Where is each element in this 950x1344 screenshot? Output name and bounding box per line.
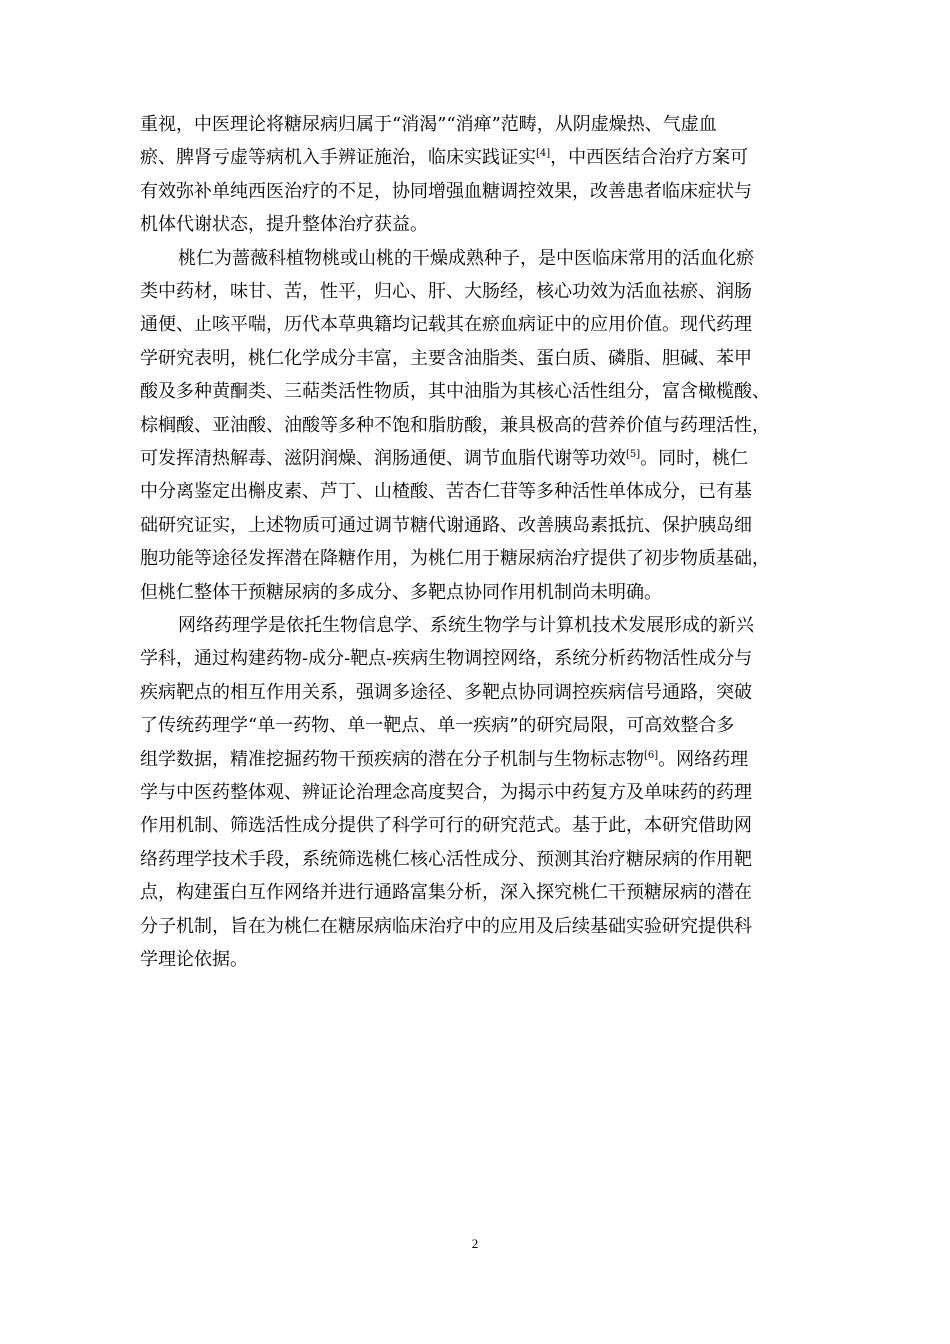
text-run: 重视，中医理论将糖尿病归属于“消渴”“消瘅”范畴，从阴虚燥热、气虚血 bbox=[140, 114, 717, 135]
text-line bbox=[140, 647, 752, 671]
text-line bbox=[140, 881, 752, 905]
text-run: 络药理学技术手段，系统筛选桃仁核心活性成分、预测其治疗糖尿病的作用靶 bbox=[140, 848, 752, 870]
text-line bbox=[140, 180, 752, 204]
text-line bbox=[140, 814, 752, 838]
text-run: 机体代谢状态，提升整体治疗获益。 bbox=[140, 214, 428, 236]
text-run: 有效弥补单纯西医治疗的不足，协同增强血糖调控效果，改善患者临床症状与 bbox=[140, 180, 752, 202]
text-run: 组学数据，精准挖掘药物干预疾病的潜在分子机制与生物标志物 bbox=[140, 748, 644, 770]
text-run: 酸及多种黄酮类、三萜类活性物质，其中油脂为其核心活性组分，富含橄榄酸、 bbox=[140, 381, 770, 403]
text-line bbox=[140, 313, 752, 337]
text-line bbox=[140, 848, 752, 872]
text-run: 棕榈酸、亚油酸、油酸等多种不饱和脂肪酸，兼具极高的营养价值与药理活性， bbox=[140, 414, 770, 436]
text-line bbox=[140, 213, 428, 237]
text-run: 分子机制，旨在为桃仁在糖尿病临床治疗中的应用及后续基础实验研究提供科 bbox=[140, 915, 752, 937]
text-run: 网络药理学是依托生物信息学、系统生物学与计算机技术发展形成的新兴 bbox=[178, 615, 754, 636]
text-run: 疾病靶点的相互作用关系，强调多途径、多靶点协同调控疾病信号通路，突破 bbox=[140, 681, 752, 703]
text-line bbox=[140, 447, 748, 471]
text-line bbox=[140, 380, 770, 404]
text-line bbox=[140, 915, 752, 939]
text-line bbox=[140, 480, 752, 504]
text-run: 。同时，桃仁 bbox=[640, 448, 749, 469]
text-line bbox=[140, 948, 248, 972]
text-line bbox=[140, 113, 717, 137]
text-line bbox=[140, 581, 662, 605]
text-line bbox=[140, 714, 734, 738]
page-number: 2 bbox=[471, 1236, 479, 1251]
text-run: 中分离鉴定出槲皮素、芦丁、山楂酸、苦杏仁苷等多种活性单体成分，已有基 bbox=[140, 481, 752, 503]
text-run: ，中西医结合治疗方案可 bbox=[550, 147, 749, 169]
text-run: 学与中医药整体观、辨证论治理念高度契合，为揭示中药复方及单味药的药理 bbox=[140, 782, 752, 803]
text-run: 础研究证实，上述物质可通过调节糖代谢通路、改善胰岛素抵抗、保护胰岛细 bbox=[140, 514, 752, 536]
citation-ref: [6] bbox=[644, 749, 659, 761]
text-run: 类中药材，味甘、苦，性平，归心、肝、大肠经，核心功效为活血祛瘀、润肠 bbox=[140, 281, 752, 302]
text-run: 可发挥清热解毒、滋阴润燥、润肠通便、调节血脂代谢等功效 bbox=[140, 448, 626, 469]
text-line bbox=[178, 614, 754, 638]
text-run: 学研究表明，桃仁化学成分丰富，主要含油脂类、蛋白质、磷脂、胆碱、苯甲 bbox=[140, 347, 752, 369]
text-run: 了传统药理学“单一药物、单一靶点、单一疾病”的研究局限，可高效整合多 bbox=[140, 715, 735, 737]
text-run: 但桃仁整体干预糖尿病的多成分、多靶点协同作用机制尚未明确。 bbox=[140, 581, 662, 603]
text-line bbox=[140, 748, 748, 772]
text-line bbox=[140, 280, 752, 304]
text-line bbox=[140, 547, 770, 571]
text-run: 作用机制、筛选活性成分提供了科学可行的研究范式。基于此，本研究借助网 bbox=[140, 815, 752, 837]
text-run: 瘀、脾肾亏虚等病机入手辨证施治，临床实践证实 bbox=[140, 147, 536, 169]
text-line bbox=[140, 514, 752, 538]
citation-ref: [4] bbox=[536, 148, 551, 160]
text-run: 点，构建蛋白互作网络并进行通路富集分析，深入探究桃仁干预糖尿病的潜在 bbox=[140, 882, 752, 904]
text-line bbox=[140, 681, 752, 705]
text-line bbox=[140, 146, 748, 170]
text-run: 桃仁为蔷薇科植物桃或山桃的干燥成熟种子，是中医临床常用的活血化瘀 bbox=[178, 247, 754, 269]
text-run: 胞功能等途径发挥潜在降糖作用，为桃仁用于糖尿病治疗提供了初步物质基础， bbox=[140, 548, 770, 570]
text-line bbox=[178, 247, 754, 271]
text-line bbox=[140, 347, 752, 371]
text-run: 。网络药理 bbox=[658, 748, 749, 770]
text-run: 通便、止咳平喘，历代本草典籍均记载其在瘀血病证中的应用价值。现代药理 bbox=[140, 314, 752, 336]
text-run: 学理论依据。 bbox=[140, 949, 248, 970]
text-line bbox=[140, 781, 752, 805]
citation-ref: [5] bbox=[626, 449, 641, 460]
text-run: 学科，通过构建药物-成分-靶点-疾病生物调控网络，系统分析药物活性成分与 bbox=[140, 648, 753, 670]
text-line bbox=[140, 414, 770, 438]
